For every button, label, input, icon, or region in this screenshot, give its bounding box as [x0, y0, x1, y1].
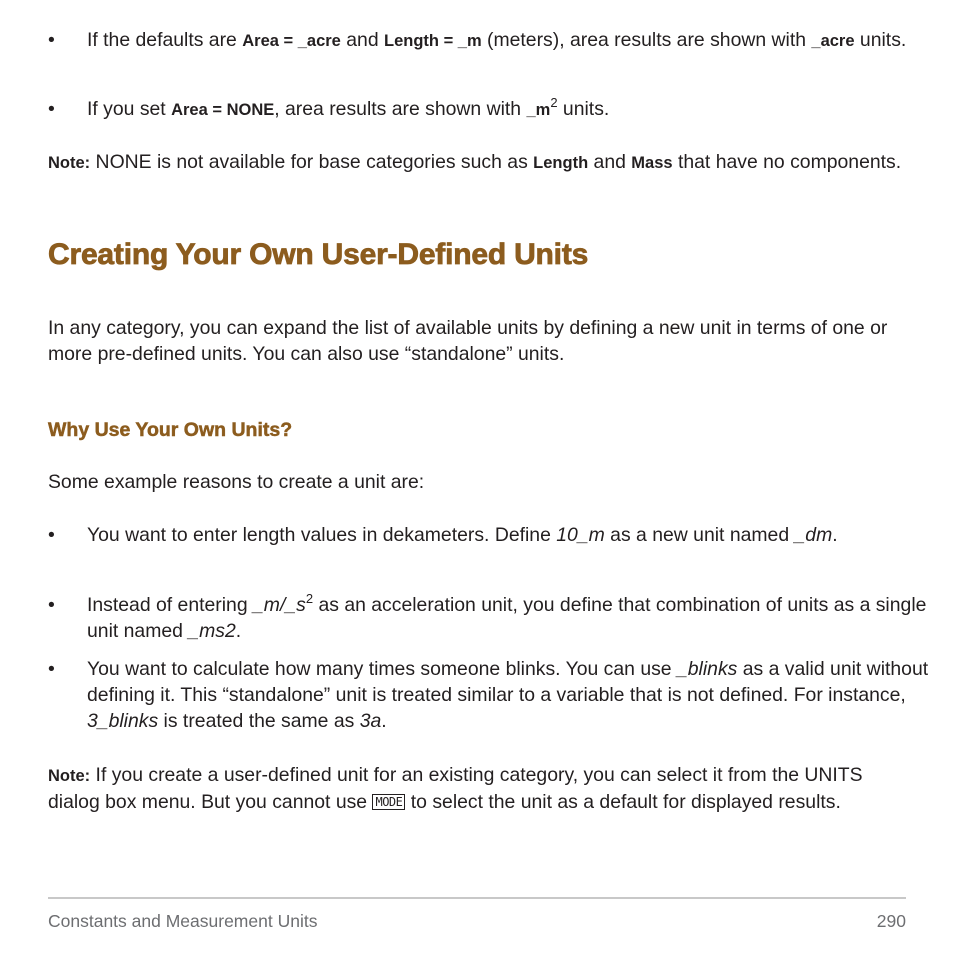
mode-key-icon: MODE	[372, 794, 405, 810]
bullet-marker: •	[48, 29, 55, 51]
reasons-intro: Some example reasons to create a unit are:	[48, 471, 425, 493]
intro-paragraph: In any category, you can expand the list of available units by defining a new unit in terms of one or more pre-defined units. You can also use “standalone” units.	[48, 317, 888, 365]
bullet-defaults: • If the defaults are Area = _acre and Length = _m (meters), area results are shown with _acre units.	[48, 29, 907, 51]
bullet-marker: •	[48, 594, 55, 616]
footer-divider	[48, 897, 906, 899]
bullet-area-none: • If you set Area = NONE, area results are shown with $\_m^2$ units.	[48, 94, 610, 120]
note-none: Note: NONE is not available for base categories such as Length and Mass that have no components.	[48, 151, 902, 173]
bullet-acceleration: • Instead of entering $\_m/\_s^2$ as an acceleration unit, you define that combination of units as a single unit named _ms2.	[48, 590, 927, 642]
bullet-marker: •	[48, 524, 55, 546]
bullet-blinks: • You want to calculate how many times someone blinks. You can use _blinks as a valid unit without defining it. This “standalone” unit is treated similar to a variable that is not defined. For instance, 3_blinks is treated the same as 3a.	[48, 658, 929, 732]
footer-section-title: Constants and Measurement Units	[48, 911, 318, 931]
note-label: Note:	[48, 154, 91, 172]
bullet-marker: •	[48, 98, 55, 120]
page-number: 290	[876, 911, 906, 931]
note-user-defined: Note: If you create a user-defined unit for an existing category, you can select it from the UNITS dialog box menu. But you cannot use MODE to select the unit as a default for displayed results.	[48, 764, 863, 813]
note-label: Note:	[48, 767, 91, 785]
bullet-dekameters: • You want to enter length values in dekameters. Define 10_m as a new unit named _dm.	[48, 524, 838, 546]
section-heading: Creating Your Own User-Defined Units	[48, 238, 589, 271]
subsection-heading: Why Use Your Own Units?	[48, 419, 293, 441]
bullet-marker: •	[48, 658, 55, 680]
